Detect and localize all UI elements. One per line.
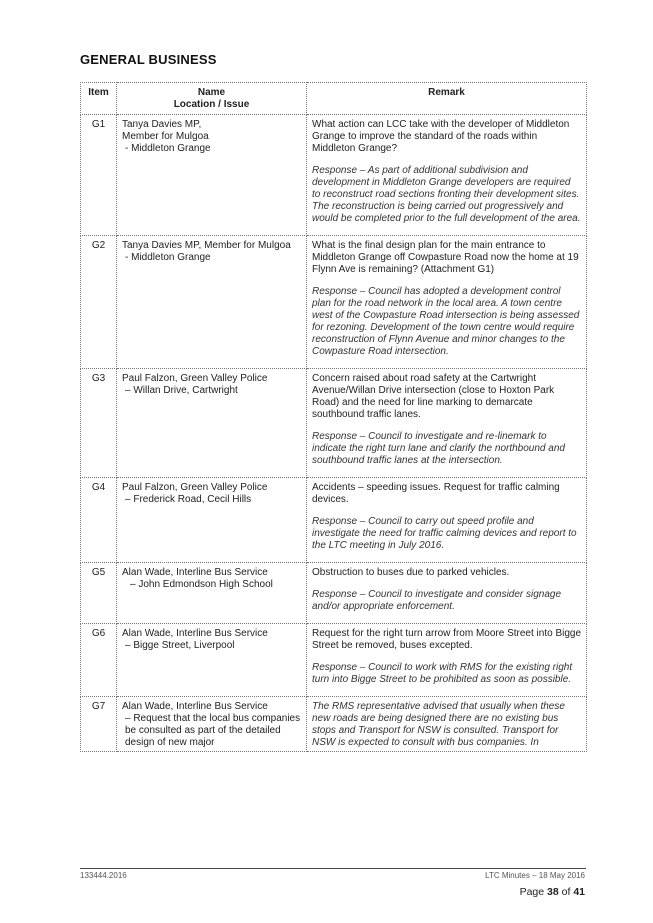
table-row: [81, 115, 587, 236]
name-text: Tanya Davies MP,: [122, 119, 202, 130]
remark-cell: [307, 369, 587, 478]
item-cell: G3: [81, 369, 117, 478]
location-text: – Frederick Road, Cecil Hills: [125, 494, 252, 505]
name-cell: [117, 236, 307, 369]
remark-cell: [307, 624, 587, 697]
table-row: [81, 624, 587, 697]
page-prefix: Page: [519, 886, 548, 898]
response-text: Response – Council to investigate and re-linemark to indicate the right turn lane and clarify the northbound and southbound traffic lanes at the intersection.: [312, 431, 565, 466]
name-cell: [117, 563, 307, 624]
location-text: – John Edmondson High School: [130, 579, 273, 590]
item-cell: G6: [81, 624, 117, 697]
table-header-row: [81, 83, 587, 115]
remark-cell: [307, 697, 587, 752]
item-cell: G4: [81, 478, 117, 563]
table-row: [81, 697, 587, 752]
table-row: [81, 369, 587, 478]
name-text: Paul Falzon, Green Valley Police: [122, 373, 268, 384]
response-text: Response – As part of additional subdivision and development in Middleton Grange developers are required to reconstruct road sections fronting their development sites. The reconstruction is being carried out progressively and would be completed prior to the full development of the area.: [312, 165, 581, 224]
header-name-line1: Name: [197, 87, 226, 98]
name-cell: [117, 369, 307, 478]
response-text: Response – Council to investigate and consider signage and/or appropriate enforcement.: [312, 589, 562, 612]
question-text: What is the final design plan for the main entrance to Middleton Grange off Cowpasture Road now the home at 19 Flynn Ave is remaining? (Attachment G1): [312, 240, 579, 275]
question-text: Accidents – speeding issues. Request for traffic calming devices.: [312, 482, 560, 505]
location-text: - Middleton Grange: [125, 143, 211, 154]
name-text: Alan Wade, Interline Bus Service: [122, 567, 268, 578]
name-text: Alan Wade, Interline Bus Service: [122, 628, 268, 639]
table-row: [81, 478, 587, 563]
item-cell: G7: [81, 697, 117, 752]
response-text: Response – Council to work with RMS for the existing right turn into Bigge Street to be prohibited as soon as possible.: [312, 662, 573, 685]
name-text-2: Member for Mulgoa: [122, 131, 209, 142]
location-text: - Middleton Grange: [125, 252, 211, 263]
section-title: GENERAL BUSINESS: [80, 52, 217, 67]
question-text: Request for the right turn arrow from Moore Street into Bigge Street be removed, buses excepted.: [312, 628, 582, 651]
name-text: Paul Falzon, Green Valley Police: [122, 482, 268, 493]
response-text: Response – Council to carry out speed profile and investigate the need for traffic calming devices and report to the LTC meeting in July 2016.: [312, 516, 577, 551]
question-text: Obstruction to buses due to parked vehicles.: [312, 567, 510, 578]
remark-text: The RMS representative advised that usually when these new roads are being designed there are no existing bus stops and Transport for NSW is consulted. Transport for NSW is expected to consult with bus companies. In: [312, 701, 565, 748]
page-total: 41: [573, 886, 585, 898]
table-row: [81, 236, 587, 369]
table-row: [81, 563, 587, 624]
location-text: – Request that the local bus companies be consulted as part of the detailed design of new major: [125, 713, 301, 748]
footer-doc-ref: 133444.2016: [80, 871, 127, 880]
name-cell: [117, 115, 307, 236]
header-name-line2: Location / Issue: [173, 99, 250, 110]
name-cell: [117, 697, 307, 752]
remark-cell: [307, 115, 587, 236]
item-cell: G1: [81, 115, 117, 236]
response-text: Response – Council has adopted a development control plan for the road network in the local area. A town centre west of the Cowpasture Road intersection is being assessed for rezoning. Development of the town centre would require reconstruction of Flynn Avenue and minor changes to the Cowpasture Road intersection.: [312, 286, 580, 357]
remark-cell: [307, 563, 587, 624]
remark-cell: [307, 236, 587, 369]
item-cell: G5: [81, 563, 117, 624]
header-name: [117, 83, 307, 115]
name-cell: [117, 478, 307, 563]
remark-cell: [307, 478, 587, 563]
location-text: – Bigge Street, Liverpool: [125, 640, 235, 651]
footer-divider: [80, 868, 586, 869]
header-item: Item: [81, 83, 117, 115]
name-text: Tanya Davies MP, Member for Mulgoa: [122, 240, 291, 251]
question-text: What action can LCC take with the developer of Middleton Grange to improve the standard of the roads within Middleton Grange?: [312, 119, 570, 154]
location-text: – Willan Drive, Cartwright: [125, 385, 238, 396]
name-cell: [117, 624, 307, 697]
item-cell: G2: [81, 236, 117, 369]
name-text: Alan Wade, Interline Bus Service: [122, 701, 268, 712]
general-business-table: [80, 82, 587, 752]
header-remark: Remark: [307, 83, 587, 115]
page-current: 38: [547, 886, 559, 898]
page-of: of: [558, 886, 574, 898]
footer-minutes-title: LTC Minutes – 18 May 2016: [485, 871, 585, 880]
page-number: [520, 886, 585, 898]
question-text: Concern raised about road safety at the Cartwright Avenue/Willan Drive intersection (close to Hoxton Park Road) and the need for line marking to demarcate southbound traffic lanes.: [312, 373, 555, 420]
